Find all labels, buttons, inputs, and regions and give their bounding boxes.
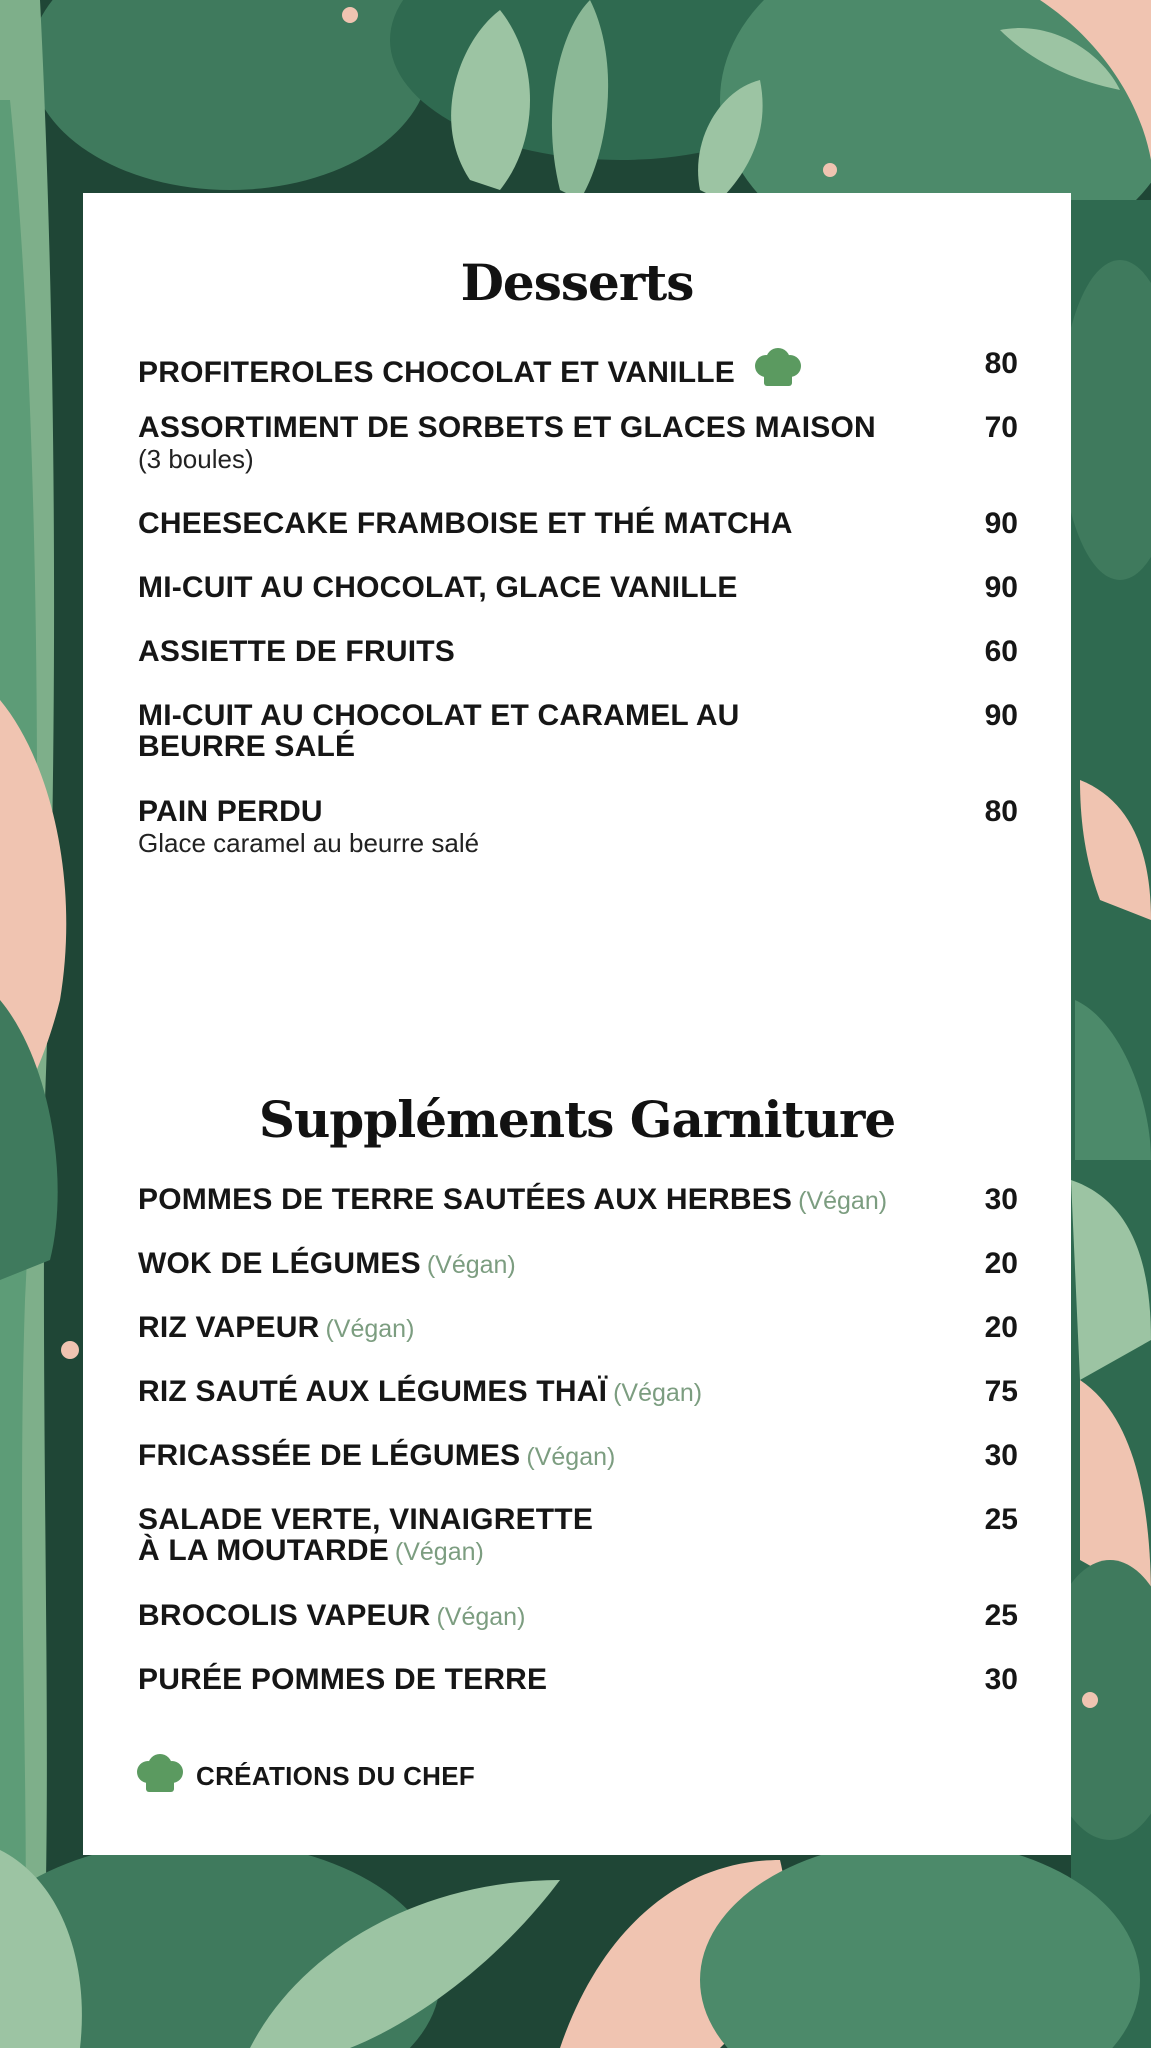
- menu-item: [138, 700, 1018, 762]
- item-name-line: À LA MOUTARDE: [138, 1534, 389, 1567]
- item-price: 30: [984, 1663, 1018, 1696]
- item-name: FRICASSÉE DE LÉGUMES: [138, 1439, 521, 1472]
- item-description: Glace caramel au beurre salé: [138, 828, 480, 858]
- item-price: 60: [984, 635, 1018, 668]
- item-name: RIZ SAUTÉ AUX LÉGUMES THAÏ: [138, 1375, 608, 1408]
- vegan-tag: (Végan): [325, 1315, 415, 1343]
- menu-item: [138, 636, 1018, 667]
- item-price: 90: [984, 507, 1018, 540]
- legend-label: CRÉATIONS DU CHEF: [196, 1761, 476, 1791]
- item-description: (3 boules): [138, 444, 254, 474]
- vegan-tag: (Végan): [798, 1187, 888, 1215]
- item-name: CHEESECAKE FRAMBOISE ET THÉ MATCHA: [138, 507, 793, 540]
- item-name: BROCOLIS VAPEUR: [138, 1599, 431, 1632]
- menu-item: [138, 1504, 1018, 1568]
- chef-hat-icon: [754, 348, 802, 394]
- item-name: POMMES DE TERRE SAUTÉES AUX HERBES: [138, 1183, 793, 1216]
- menu-card: [83, 193, 1071, 1855]
- chef-creations-legend: [136, 1754, 475, 1799]
- menu-item: [138, 1248, 1018, 1281]
- item-price: 25: [984, 1503, 1018, 1536]
- item-price: 20: [984, 1247, 1018, 1280]
- item-price: 30: [984, 1439, 1018, 1472]
- item-name: ASSIETTE DE FRUITS: [138, 635, 455, 668]
- item-price: 80: [984, 347, 1018, 380]
- item-name: [138, 700, 918, 762]
- item-price: 70: [984, 411, 1018, 444]
- item-name: PROFITEROLES CHOCOLAT ET VANILLE: [138, 356, 735, 389]
- menu-item: [138, 412, 1018, 474]
- chef-hat-icon: [136, 1754, 184, 1799]
- item-price: 25: [984, 1599, 1018, 1632]
- menu-item: [138, 1600, 1018, 1633]
- item-price: 75: [984, 1375, 1018, 1408]
- menu-item: [138, 1664, 1018, 1695]
- menu-item: [138, 348, 1018, 394]
- item-name: PAIN PERDU: [138, 795, 323, 828]
- supplements-title: Suppléments Garniture: [258, 1090, 896, 1149]
- menu-item: [138, 1184, 1018, 1217]
- vegan-tag: (Végan): [613, 1379, 703, 1407]
- item-price: 90: [984, 571, 1018, 604]
- desserts-title: Desserts: [460, 253, 694, 312]
- menu-item: [138, 1376, 1018, 1409]
- menu-item: [138, 1312, 1018, 1345]
- item-price: 20: [984, 1311, 1018, 1344]
- vegan-tag: (Végan): [436, 1603, 526, 1631]
- item-price: 30: [984, 1183, 1018, 1216]
- item-name: MI-CUIT AU CHOCOLAT, GLACE VANILLE: [138, 571, 738, 604]
- vegan-tag: (Végan): [426, 1251, 516, 1279]
- item-name-line: BEURRE SALÉ: [138, 730, 356, 763]
- item-price: 80: [984, 795, 1018, 828]
- item-name: WOK DE LÉGUMES: [138, 1247, 421, 1280]
- vegan-tag: (Végan): [526, 1443, 616, 1471]
- item-name-line: MI-CUIT AU CHOCOLAT ET CARAMEL AU: [138, 699, 740, 732]
- item-price: 90: [984, 699, 1018, 732]
- item-name: PURÉE POMMES DE TERRE: [138, 1663, 548, 1696]
- menu-item: [138, 1440, 1018, 1473]
- item-name: ASSORTIMENT DE SORBETS ET GLACES MAISON: [138, 411, 876, 444]
- item-name: RIZ VAPEUR: [138, 1311, 320, 1344]
- menu-item: [138, 796, 1018, 858]
- item-name-line: SALADE VERTE, VINAIGRETTE: [138, 1503, 594, 1536]
- menu-item: [138, 572, 1018, 603]
- menu-item: [138, 508, 1018, 539]
- vegan-tag: (Végan): [394, 1538, 484, 1566]
